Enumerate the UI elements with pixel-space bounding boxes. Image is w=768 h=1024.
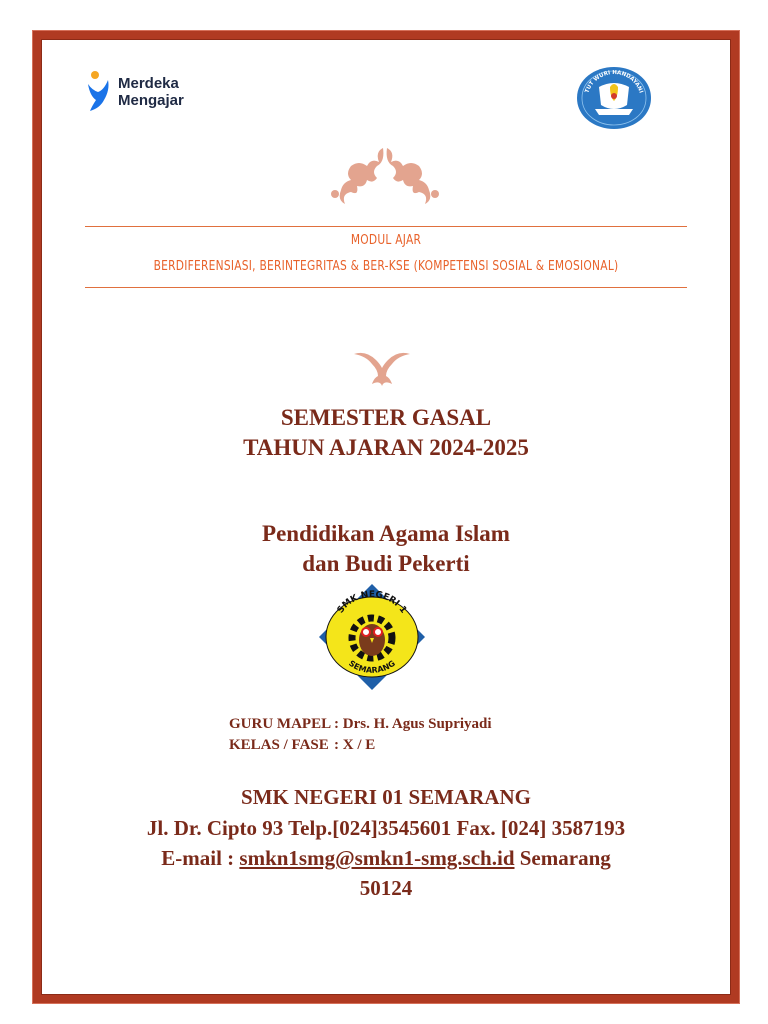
school-postal-code: 50124 [359,876,413,900]
email-prefix: E-mail : [161,846,240,870]
tut-wuri-handayani-seal-icon [575,65,653,131]
email-link[interactable]: smkn1smg@smkn1-smg.sch.id [239,846,515,870]
school-name: SMK NEGERI 01 SEMARANG [241,785,531,809]
school-logo-bottom-text: SEMARANG [347,658,397,675]
merdeka-mengajar-logo-icon [86,70,114,112]
ornament-small-icon [352,348,412,388]
school-city: Semarang [514,846,611,870]
school-email-line [85,846,687,871]
module-title: MODUL AJAR [350,233,422,248]
subject-title-line1: Pendidikan Agama Islam [262,521,510,546]
class-label: KELAS / FASE [229,737,329,753]
school-logo-icon [315,580,429,694]
top-rule [85,226,687,227]
merdeka-text: Merdeka [118,75,179,92]
academic-year: TAHUN AJARAN 2024-2025 [243,435,529,460]
school-address: Jl. Dr. Cipto 93 Telp.[024]3545601 Fax. [024] 3587193 [146,816,626,840]
bottom-rule [85,287,687,288]
school-logo-top-text: SMK NEGERI 1 [335,589,409,616]
class-row [229,737,375,754]
subject-title-line2: dan Budi Pekerti [302,551,470,576]
class-value: : X / E [334,737,376,753]
ornament-icon [315,142,455,212]
merdeka-mengajar-logo [86,70,196,114]
semester-title: SEMESTER GASAL [280,405,492,430]
mengajar-text: Mengajar [118,92,184,109]
teacher-label: GURU MAPEL [229,716,332,732]
module-subtitle: BERDIFERENSIASI, BERINTEGRITAS & BER-KSE (KOMPETENSI SOSIAL & EMOSIONAL) [153,259,619,274]
seal-motto: TUT WURI HANDAYANI [584,69,644,94]
teacher-row [229,716,492,733]
teacher-value: : Drs. H. Agus Supriyadi [334,716,492,732]
